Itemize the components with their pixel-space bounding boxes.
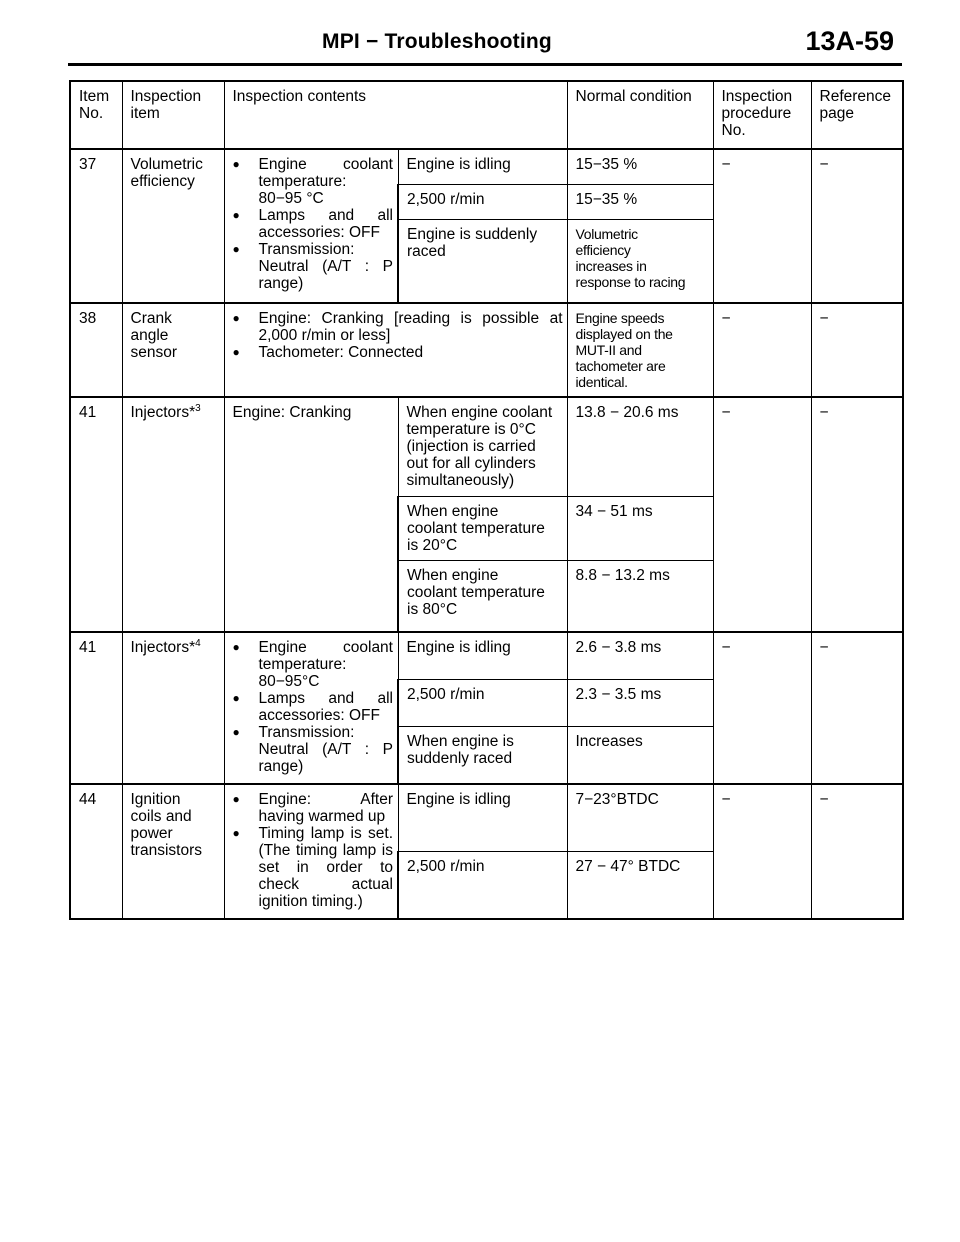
header-inspection-item: Inspection item xyxy=(122,81,224,149)
item-no-cell: 44 xyxy=(70,784,122,919)
procedure-cell: − xyxy=(713,632,811,784)
normal-cell: 15−35 % xyxy=(567,185,713,220)
contents-cell: When engine is suddenly raced xyxy=(398,727,567,785)
page-header xyxy=(0,0,960,70)
contents-cell: Engine is idling xyxy=(398,632,567,680)
contents-cell: Engine is suddenly raced xyxy=(398,220,567,304)
contents-cell: 2,500 r/min xyxy=(398,185,567,220)
inspection-item-text: Injectors* xyxy=(130,404,196,421)
header-reference-page: Reference page xyxy=(811,81,903,149)
conditions-cell xyxy=(224,784,398,919)
condition-item: ● Engine: Cranking [reading is possible at 2,000 r/min or less] xyxy=(233,310,563,344)
normal-cell: 8.8 − 13.2 ms xyxy=(567,561,713,633)
contents-cell: Engine is idling xyxy=(398,149,567,185)
condition-item: ● Transmission: Neutral (A/T : P range) xyxy=(233,241,394,292)
item-no-cell: 41 xyxy=(70,632,122,784)
inspection-item-cell: Ignition coils and power transistors xyxy=(122,784,224,919)
normal-cell: 27 − 47° BTDC xyxy=(567,852,713,920)
normal-cell: Engine speeds displayed on the MUT-II and tachometer are identical. xyxy=(567,303,713,397)
normal-cell: 13.8 − 20.6 ms xyxy=(567,397,713,497)
item-no-cell: 37 xyxy=(70,149,122,303)
header-normal-condition: Normal condition xyxy=(567,81,713,149)
condition-item: ● Lamps and all accessories: OFF xyxy=(233,690,394,724)
conditions-cell: Engine: Cranking xyxy=(224,397,398,632)
condition-item: ● Transmission: Neutral (A/T : P range) xyxy=(233,724,394,775)
normal-cell: 2.6 − 3.8 ms xyxy=(567,632,713,680)
normal-cell: 34 − 51 ms xyxy=(567,497,713,561)
normal-cell: Volumetric efficiency increases in response to racing xyxy=(567,220,713,304)
contents-cell: 2,500 r/min xyxy=(398,680,567,727)
normal-cell: Increases xyxy=(567,727,713,785)
footnote-mark: 4 xyxy=(195,637,201,649)
table-row xyxy=(70,303,903,397)
condition-item: ● Engine: After having warmed up xyxy=(233,791,394,825)
inspection-item-cell: Crank angle sensor xyxy=(122,303,224,397)
table-header-row xyxy=(70,81,903,149)
procedure-cell: − xyxy=(713,149,811,303)
contents-cell: When engine coolant temperature is 80°C xyxy=(398,561,567,633)
header-procedure-no: Inspection procedure No. xyxy=(713,81,811,149)
condition-item: ● Timing lamp is set. (The timing lamp is set in order to check actual ignition timing.) xyxy=(233,825,394,910)
procedure-cell: − xyxy=(713,784,811,919)
contents-cell: Engine is idling xyxy=(398,784,567,852)
header-inspection-contents: Inspection contents xyxy=(224,81,567,149)
reference-cell: − xyxy=(811,149,903,303)
condition-item: ● Lamps and all accessories: OFF xyxy=(233,207,394,241)
contents-cell: When engine coolant temperature is 20°C xyxy=(398,497,567,561)
procedure-cell: − xyxy=(713,397,811,632)
item-no-cell: 41 xyxy=(70,397,122,632)
table-row xyxy=(70,784,903,852)
inspection-item-text: Injectors* xyxy=(130,639,196,656)
condition-item: ● Engine coolant temperature: 80−95 °C xyxy=(233,156,394,207)
conditions-cell xyxy=(224,632,398,784)
normal-cell: 7−23°BTDC xyxy=(567,784,713,852)
condition-item: ● Tachometer: Connected xyxy=(233,344,563,361)
condition-item: ● Engine coolant temperature: 80−95°C xyxy=(233,639,394,690)
conditions-cell xyxy=(224,303,567,397)
item-no-cell: 38 xyxy=(70,303,122,397)
normal-cell: 2.3 − 3.5 ms xyxy=(567,680,713,727)
inspection-table xyxy=(69,80,904,920)
footnote-mark: 3 xyxy=(195,402,201,414)
page-title: MPI − Troubleshooting xyxy=(322,30,552,53)
inspection-item-cell xyxy=(122,632,224,784)
header-rule xyxy=(68,63,902,66)
reference-cell: − xyxy=(811,632,903,784)
reference-cell: − xyxy=(811,784,903,919)
reference-cell: − xyxy=(811,303,903,397)
table-row xyxy=(70,149,903,185)
inspection-item-cell: Volumetric efficiency xyxy=(122,149,224,303)
table-row xyxy=(70,632,903,680)
normal-cell: 15−35 % xyxy=(567,149,713,185)
contents-cell: 2,500 r/min xyxy=(398,852,567,920)
procedure-cell: − xyxy=(713,303,811,397)
reference-cell: − xyxy=(811,397,903,632)
header-item-no: Item No. xyxy=(70,81,122,149)
page-number: 13A-59 xyxy=(805,26,894,56)
contents-cell: When engine coolant temperature is 0°C (injection is carried out for all cylinders simultaneously) xyxy=(398,397,567,497)
table-row xyxy=(70,397,903,497)
conditions-cell xyxy=(224,149,398,303)
inspection-item-cell xyxy=(122,397,224,632)
